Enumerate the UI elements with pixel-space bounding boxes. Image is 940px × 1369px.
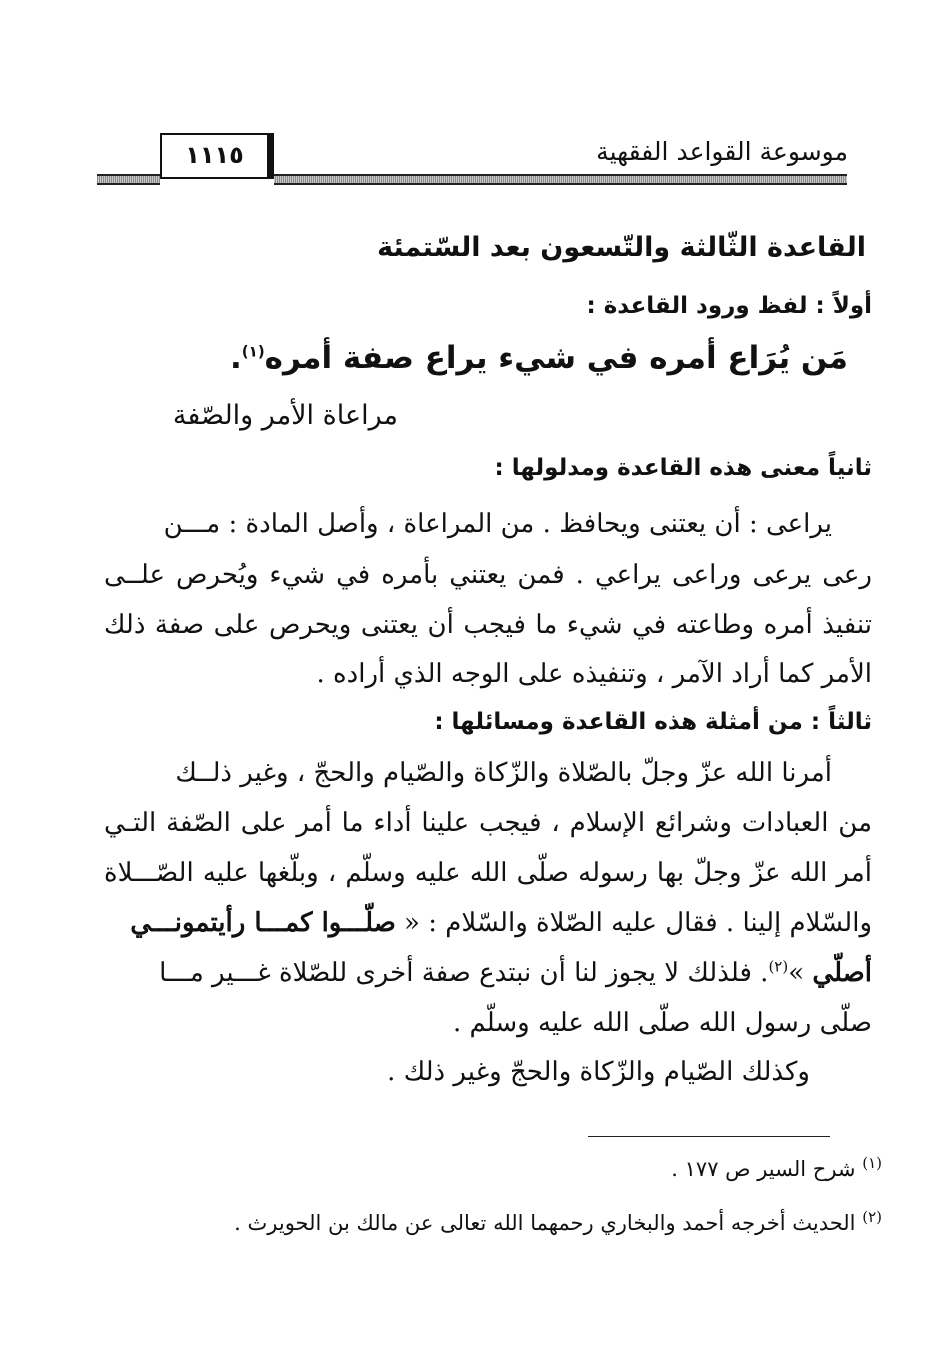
footnote-1 [671,1152,882,1186]
footnote-1-text: شرح السير ص ١٧٧ . [671,1157,856,1181]
meaning-line-1: يراعى : أن يعتنى ويحافظ . من المراعاة ، وأصل المادة : مـــن [163,509,832,539]
example-line-5 [159,951,872,995]
maxim-end: . [230,340,242,376]
example-line-4-text: والسّلام إلينا . فقال عليه الصّلاة والسّلام : « [404,908,872,938]
section-heading-examples: ثالثاً : من أمثلة هذه القاعدة ومسائلها : [434,709,872,735]
footnote-2-marker: (٢) [862,1208,882,1226]
hadith-text-end: أصلّي [812,958,872,988]
example-line-7: وكذلك الصّيام والزّكاة والحجّ وغير ذلك . [387,1057,810,1087]
meaning-line-3: تنفيذ أمره وطاعته في شيء ما فيجب أن يعتنى ويحرص على صفة ذلك [104,610,872,640]
example-line-4 [130,901,872,945]
book-title: موسوعة القواعد الفقهية [596,137,848,166]
maxim [230,336,848,380]
page-number: ١١١٥ [160,133,274,179]
section-heading-meaning: ثانياً معنى هذه القاعدة ومدلولها : [494,455,872,481]
example-line-3: أمر الله عزّ وجلّ بها رسوله صلّى الله عليه وسلّم ، وبلّغها عليه الصّـــلاة [104,858,872,888]
maxim-text: مَن يُرَاع أمره في شيء يراع صفة أمره [264,340,848,376]
footnote-separator [588,1136,830,1137]
footnote-ref-1: (١) [241,342,265,361]
footnote-2 [234,1206,882,1240]
hadith-text: صلّـــوا كمـــا رأيتمونـــي [130,908,396,938]
footnote-ref-2: (٢) [768,957,789,976]
section-heading-wording: أولاً : لفظ ورود القاعدة : [586,293,872,319]
example-line-6: صلّى رسول الله صلّى الله عليه وسلّم . [452,1008,872,1038]
example-line-5-text: . فلذلك لا يجوز لنا أن نبتدع صفة أخرى للصّلاة غـــير مـــا [159,958,769,988]
alternate-wording: مراعاة الأمر والصّفة [172,400,398,431]
meaning-line-2: رعى يرعى وراعى يراعي . فمن يعتني بأمره في شيء ويُحرص علــى [104,560,872,590]
meaning-line-4: الأمر كما أراد الآمر ، وتنفيذه على الوجه الذي أراده . [316,659,872,689]
rule-title: القاعدة الثّالثة والتّسعون بعد السّتمئة [377,232,866,263]
footnote-2-text: الحديث أخرجه أحمد والبخاري رحمهما الله تعالى عن مالك بن الحويرث . [234,1211,856,1235]
quote-close: » [788,958,805,988]
example-line-1: أمرنا الله عزّ وجلّ بالصّلاة والزّكاة والصّيام والحجّ ، وغير ذلــك [175,758,832,788]
footnote-1-marker: (١) [862,1154,882,1172]
example-line-2: من العبادات وشرائع الإسلام ، فيجب علينا أداء ما أمر على الصّفة التـي [104,808,872,838]
